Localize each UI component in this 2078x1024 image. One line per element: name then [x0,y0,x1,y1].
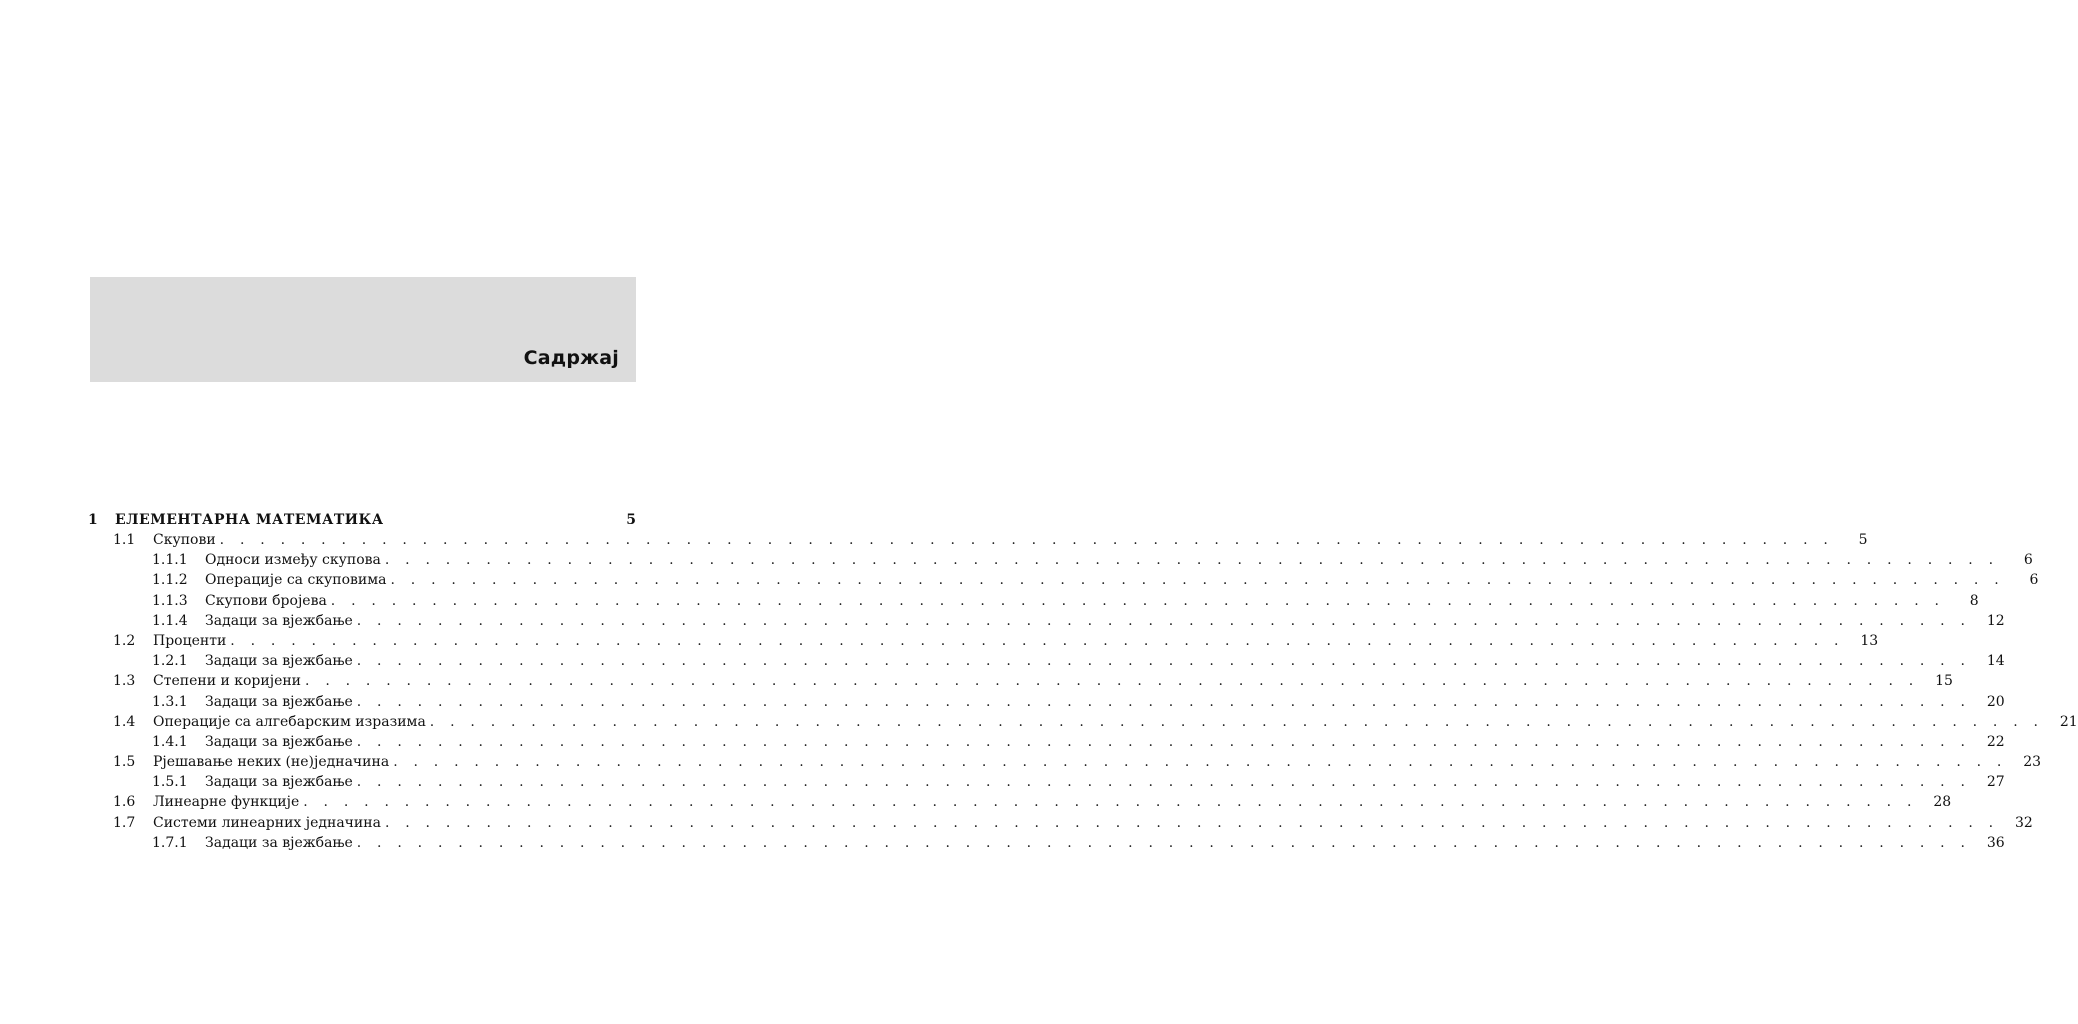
dot-leader: . . . . . . . . . . . . . . . . . . . . . . . . . . . . . . . . . . . . . . . . . . . . . . . . . . . . . . . . . . . . . . . . . . . . . . . . . . . . . . . . [330,592,1945,609]
entry-number: 1.1.1 [152,552,188,569]
entry-title: Скупови бројева [205,592,327,609]
toc-subsection-row[interactable] [88,772,2005,792]
entry-number: 1.4.1 [152,733,188,750]
chapter-page-number: 5 [626,512,636,528]
toc-subsection-row[interactable] [88,611,2005,631]
title-band [90,277,636,382]
dot-leader: . . . . . . . . . . . . . . . . . . . . . . . . . . . . . . . . . . . . . . . . . . . . . . . . . . . . . . . . . . . . . . . . . . . . . . . . . . . . . . . . [356,834,1971,851]
entry-page-number: 21 [2059,713,2078,730]
entry-page-number: 12 [1986,612,2005,629]
entry-number: 1.6 [113,794,136,811]
entry-title: Линеарне функције [153,794,300,811]
entry-title: Задаци за вјежбање [205,774,353,791]
dot-leader: . . . . . . . . . . . . . . . . . . . . . . . . . . . . . . . . . . . . . . . . . . . . . . . . . . . . . . . . . . . . . . . . . . . . . . . . . . . . . . . . [356,612,1971,629]
entry-number: 1.3 [113,673,136,690]
entry-page-number: 6 [2023,552,2033,569]
entry-number: 1.1.4 [152,612,188,629]
entry-page-number: 8 [1969,592,1979,609]
entry-number: 1.1.2 [152,572,188,589]
entry-title: Операције са алгебарским изразима [153,713,426,730]
toc-section-row[interactable] [88,813,2033,833]
dot-leader: . . . . . . . . . . . . . . . . . . . . . . . . . . . . . . . . . . . . . . . . . . . . . . . . . . . . . . . . . . . . . . . . . . . . . . . . . . . . . . . . [356,653,1971,670]
entry-title: Степени и коријени [153,673,302,690]
toc-subsection-row[interactable] [88,833,2005,853]
entry-number: 1.1 [113,532,136,548]
entry-title: Системи линеарних једначина [153,814,381,831]
toc-section-row[interactable] [88,792,1952,812]
toc-subsection-row[interactable] [88,570,2039,590]
toc-subsection-row[interactable] [88,591,1979,611]
entry-number: 1.7.1 [152,834,188,851]
entry-page-number: 13 [1860,632,1879,649]
entry-number: 1.3.1 [152,693,188,710]
toc-subsection-row[interactable] [88,550,2033,570]
entry-page-number: 6 [2029,572,2039,589]
entry-title: Проценти [153,632,227,649]
entry-page-number: 28 [1933,794,1952,811]
toc-subsection-row[interactable] [88,732,2005,752]
entry-page-number: 27 [1986,774,2005,791]
entry-title: Скупови [153,532,216,548]
dot-leader: . . . . . . . . . . . . . . . . . . . . . . . . . . . . . . . . . . . . . . . . . . . . . . . . . . . . . . . . . . . . . . . . . . . . . . . . . . . . . . . . [384,814,1999,831]
entry-number: 1.5 [113,754,136,771]
toc-entries [88,530,2078,853]
dot-leader: . . . . . . . . . . . . . . . . . . . . . . . . . . . . . . . . . . . . . . . . . . . . . . . . . . . . . . . . . . . . . . . . . . . . . . . . . . . . . . . . [356,693,1971,710]
entry-title: Задаци за вјежбање [205,733,353,750]
toc-section-row[interactable] [88,752,2042,772]
entry-title: Рјешавање неких (не)једначина [153,754,390,771]
dot-leader: . . . . . . . . . . . . . . . . . . . . . . . . . . . . . . . . . . . . . . . . . . . . . . . . . . . . . . . . . . . . . . . . . . . . . . . . . . . . . . . . [384,552,1999,569]
entry-page-number: 15 [1935,673,1953,690]
entry-number: 1.5.1 [152,774,188,791]
entry-title: Задаци за вјежбање [205,653,353,670]
entry-page-number: 22 [1986,733,2005,750]
entry-title: Задаци за вјежбање [205,693,353,710]
entry-page-number: 23 [2023,754,2042,771]
entry-title: Односи између скупова [205,552,381,569]
toc-subsection-row[interactable] [88,651,2005,671]
toc-section-row[interactable] [88,530,1868,550]
entry-page-number: 32 [2015,814,2033,831]
entry-page-number: 14 [1986,653,2005,670]
dot-leader: . . . . . . . . . . . . . . . . . . . . . . . . . . . . . . . . . . . . . . . . . . . . . . . . . . . . . . . . . . . . . . . . . . . . . . . . . . . . . . . . [303,794,1918,811]
entry-number: 1.2 [113,632,136,649]
dot-leader: . . . . . . . . . . . . . . . . . . . . . . . . . . . . . . . . . . . . . . . . . . . . . . . . . . . . . . . . . . . . . . . . . . . . . . . . . . . . . . . . [393,754,2008,771]
dot-leader: . . . . . . . . . . . . . . . . . . . . . . . . . . . . . . . . . . . . . . . . . . . . . . . . . . . . . . . . . . . . . . . . . . . . . . . . . . . . . . . . [390,572,2005,589]
entry-number: 1.2.1 [152,653,188,670]
dot-leader: . . . . . . . . . . . . . . . . . . . . . . . . . . . . . . . . . . . . . . . . . . . . . . . . . . . . . . . . . . . . . . . . . . . . . . . . . . . . . . . . [305,673,1919,690]
entry-number: 1.4 [113,713,136,730]
dot-leader: . . . . . . . . . . . . . . . . . . . . . . . . . . . . . . . . . . . . . . . . . . . . . . . . . . . . . . . . . . . . . . . . . . . . . . . . . . . . . . . . [429,713,2044,730]
dot-leader: . . . . . . . . . . . . . . . . . . . . . . . . . . . . . . . . . . . . . . . . . . . . . . . . . . . . . . . . . . . . . . . . . . . . . . . . . . . . . . . . [230,632,1845,649]
page-title: Садржај [523,347,619,369]
toc-chapter-row[interactable] [88,510,636,530]
toc-section-row[interactable] [88,712,2078,732]
entry-page-number: 20 [1986,693,2005,710]
toc-section-row[interactable] [88,631,1879,651]
entry-number: 1.7 [113,814,136,831]
dot-leader: . . . . . . . . . . . . . . . . . . . . . . . . . . . . . . . . . . . . . . . . . . . . . . . . . . . . . . . . . . . . . . . . . . . . . . . . . . . . . . . . [356,733,1971,750]
entry-title: Задаци за вјежбање [205,612,353,629]
chapter-title: ЕЛЕМЕНТАРНА МАТЕМАТИКА [115,512,384,528]
toc-section-row[interactable] [88,671,1953,691]
toc-subsection-row[interactable] [88,692,2005,712]
entry-title: Задаци за вјежбање [205,834,353,851]
entry-title: Операције са скуповима [205,572,387,589]
table-of-contents [88,510,2078,853]
chapter-number: 1 [88,512,98,528]
entry-number: 1.1.3 [152,592,188,609]
dot-leader: . . . . . . . . . . . . . . . . . . . . . . . . . . . . . . . . . . . . . . . . . . . . . . . . . . . . . . . . . . . . . . . . . . . . . . . . . . . . . . . . [356,774,1971,791]
entry-page-number: 36 [1986,834,2005,851]
entry-page-number: 5 [1858,532,1868,548]
dot-leader: . . . . . . . . . . . . . . . . . . . . . . . . . . . . . . . . . . . . . . . . . . . . . . . . . . . . . . . . . . . . . . . . . . . . . . . . . . . . . . . . [219,532,1834,548]
